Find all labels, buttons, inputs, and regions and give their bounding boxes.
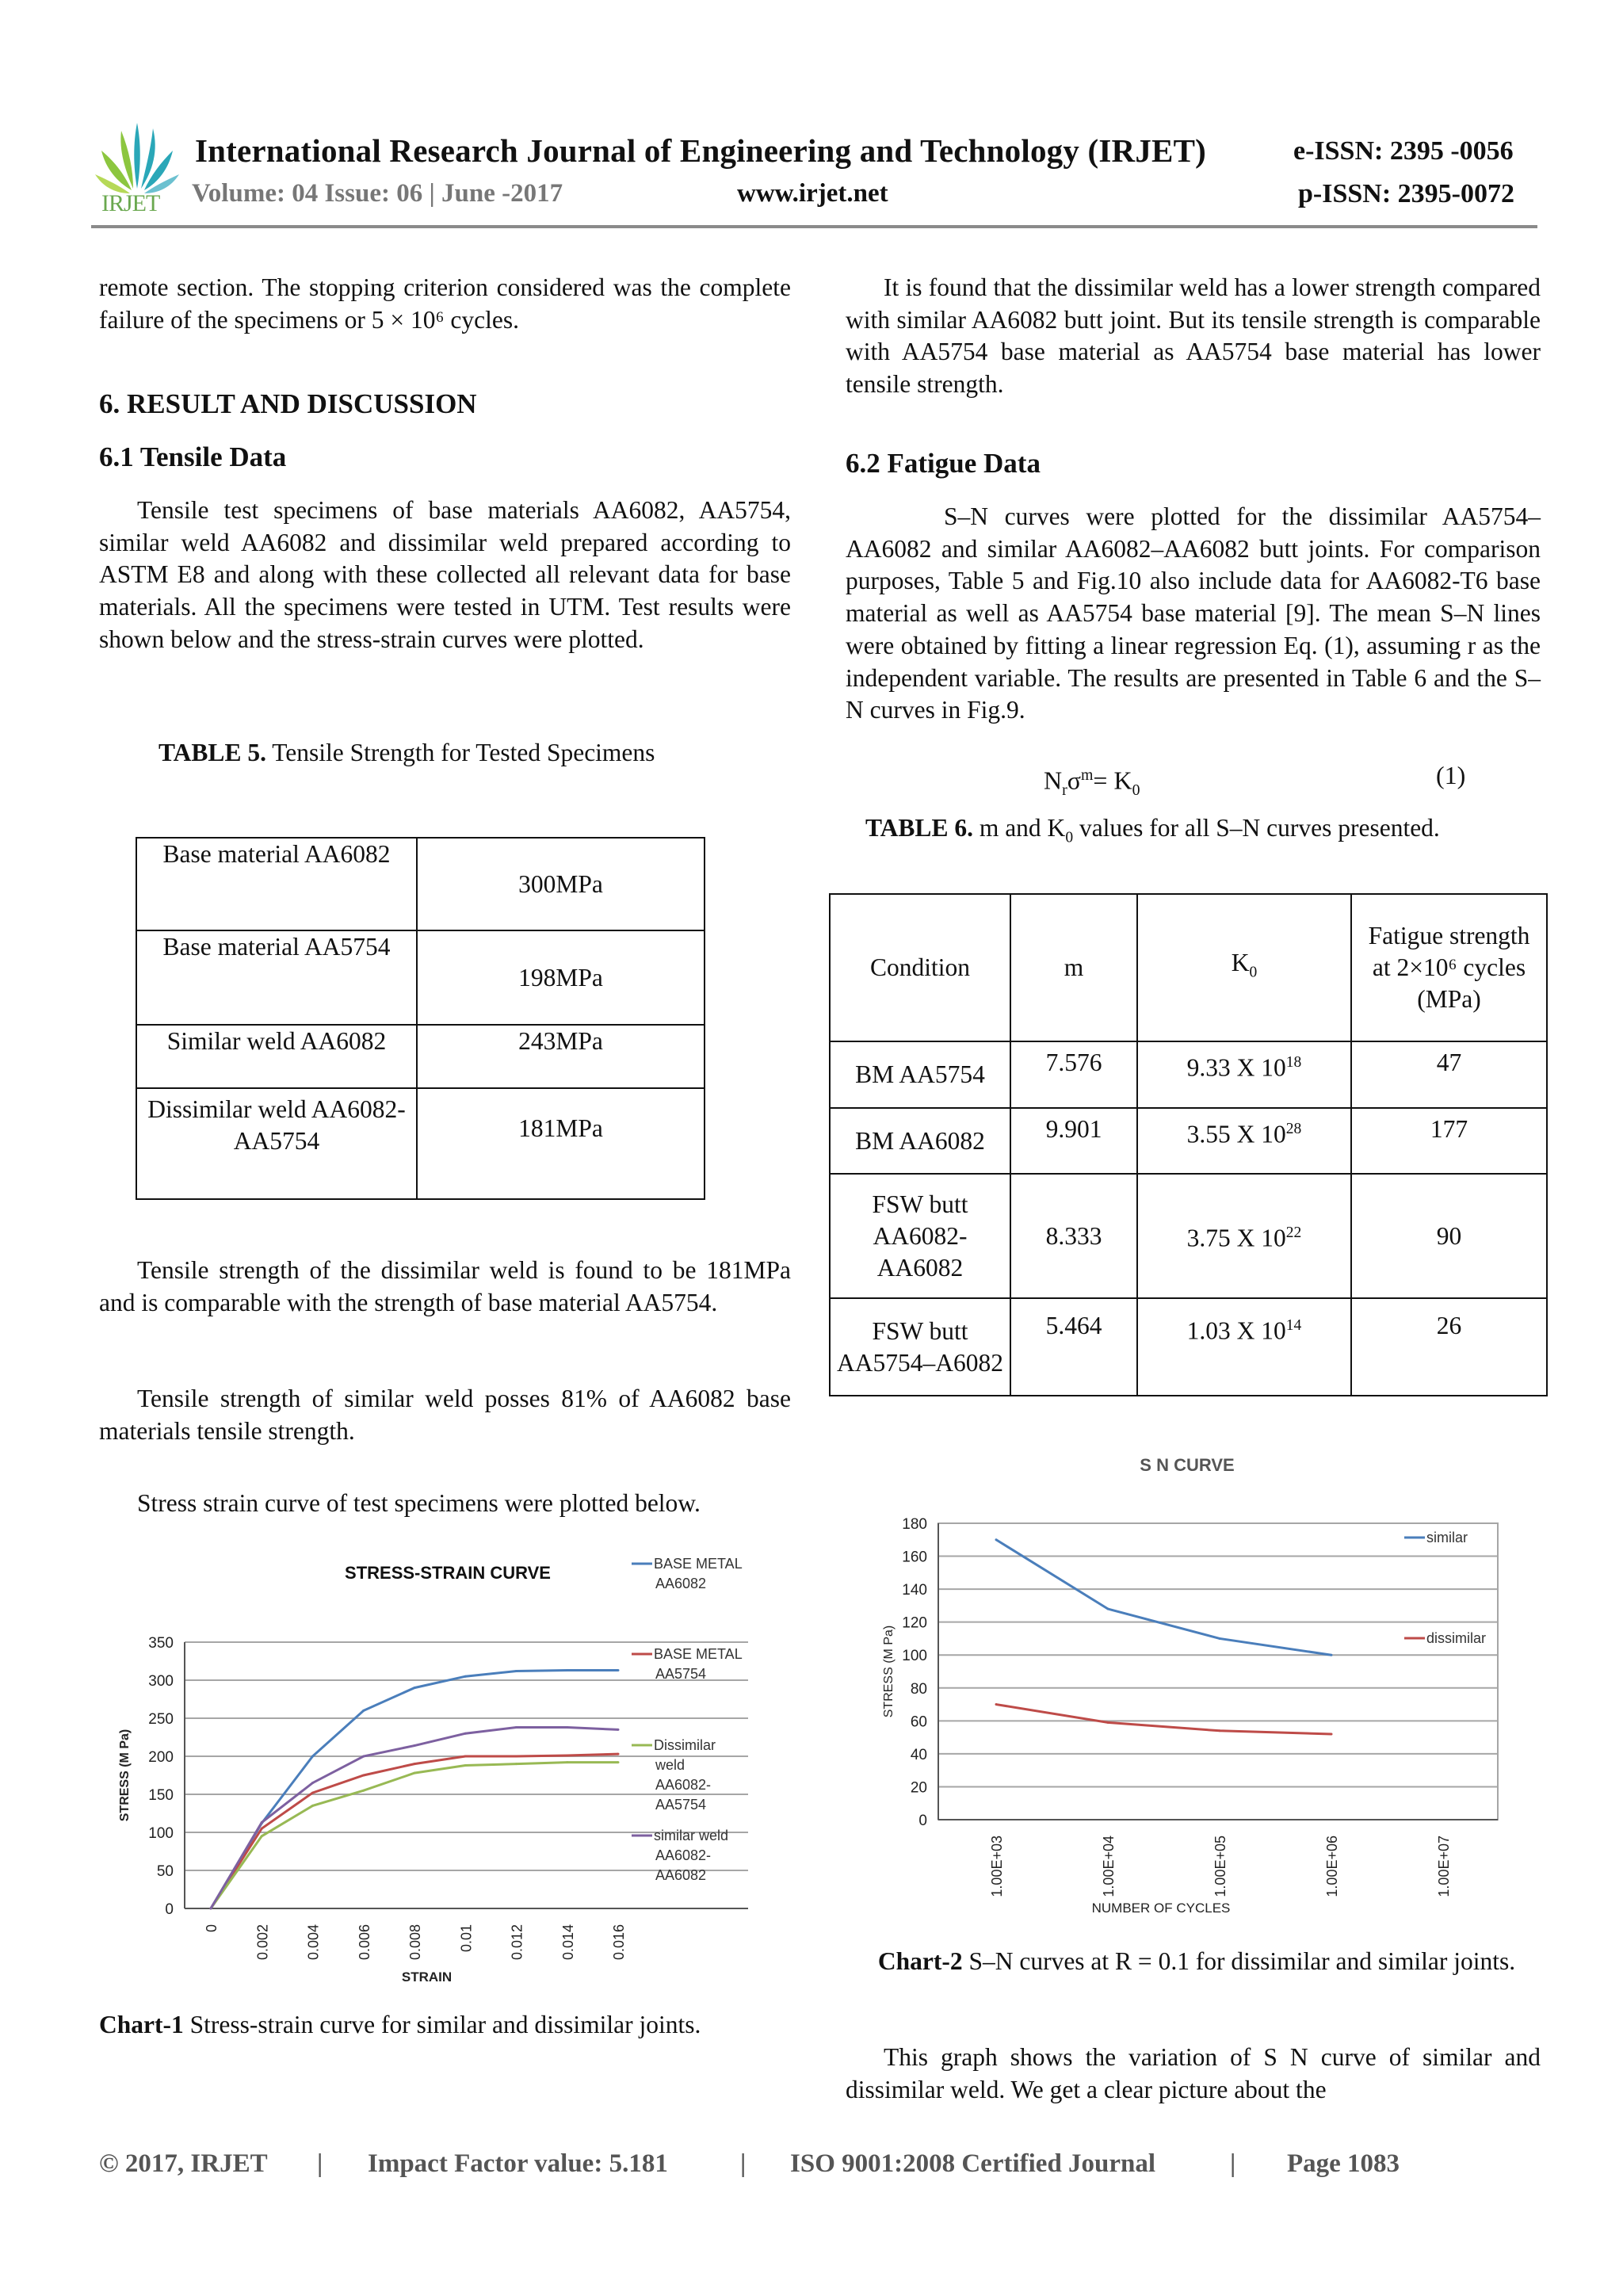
series-line-similar: [996, 1540, 1331, 1655]
chart2-label: Chart-2: [877, 1947, 963, 1975]
eq-n: N: [1044, 766, 1063, 795]
cell-k0: [1137, 1108, 1351, 1174]
eq-r: r: [1062, 781, 1067, 800]
legend-entry: AA5754: [655, 1797, 707, 1813]
x-tick-label: 1.00E+05: [1212, 1836, 1228, 1897]
table-cell: Dissimilar weld AA6082-AA5754: [136, 1088, 417, 1199]
y-tick-label: 300: [148, 1673, 174, 1690]
y-tick-label: 60: [910, 1713, 927, 1731]
eq-k: = K: [1093, 766, 1132, 795]
x-tick-label: 0: [204, 1924, 220, 1933]
data-point: [995, 1703, 998, 1706]
k-exp: 28: [1285, 1121, 1302, 1137]
table6-caption-a: m and K: [972, 814, 1066, 842]
data-point: [1107, 1721, 1109, 1724]
subsection-heading-tensile: 6.1 Tensile Data: [99, 441, 287, 472]
data-point: [464, 1764, 467, 1767]
data-point: [515, 1755, 517, 1758]
fatigue-paragraph: S–N curves were plotted for the dissimilar AA5754–AA6082 and similar AA6082–AA6082 butt joints. For comparison purposes, Table 5 and Fig.10 also include data for AA6082-T6 base material as well as AA5754 base material [9]. The mean S–N lines were obtained by fitting a linear regression Eq. (1), assuming r as the independent variable. The results are presented in Table 6 and the S–N curves in Fig.9.: [846, 502, 1541, 724]
eq-k-sub: 0: [1132, 781, 1140, 800]
tensile-paragraph: Tensile test specimens of base materials AA6082, AA5754, similar weld AA6082 and dissimilar weld prepared according to ASTM E8 and along with these collected all relevant data for base materials. All the specimens were tested in UTM. Test results were shown below and the stress-strain curves were plotted.: [99, 496, 791, 653]
table6: [829, 893, 1548, 1396]
data-point: [414, 1744, 416, 1747]
data-point: [617, 1669, 620, 1671]
table6-caption: [865, 812, 1440, 854]
table5-label: TABLE 5.: [158, 739, 266, 766]
plot-frame: [938, 1523, 1498, 1820]
data-point: [362, 1775, 365, 1777]
x-tick-label: 1.00E+03: [989, 1836, 1005, 1897]
sn-paragraph: This graph shows the variation of S N curve of similar and dissimilar weld. We get a clear picture about the: [846, 2043, 1541, 2103]
footer-copyright: © 2017, IRJET: [99, 2149, 268, 2178]
data-point: [1219, 1729, 1221, 1732]
cell-fatigue: 47: [1351, 1041, 1547, 1108]
y-tick-label: 40: [910, 1746, 927, 1763]
y-tick-label: 80: [910, 1680, 927, 1698]
header-k-sub: 0: [1249, 964, 1258, 981]
series-line-base-metal-aa6082: [211, 1671, 618, 1908]
website-link[interactable]: www.irjet.net: [737, 179, 888, 208]
y-tick-label: 100: [148, 1825, 174, 1842]
legend-entry: AA6082: [655, 1867, 707, 1883]
equation-1: [1044, 759, 1140, 806]
cell-condition: FSW butt AA6082-AA6082: [830, 1174, 1010, 1298]
chart2-caption: [856, 1946, 1537, 1977]
cell-fatigue: 177: [1351, 1108, 1547, 1174]
x-tick-label: 0.016: [611, 1924, 627, 1961]
data-point: [515, 1670, 517, 1672]
x-axis-label: STRAIN: [401, 1969, 453, 1985]
e-issn: e-ISSN: 2395 -0056: [1293, 136, 1514, 166]
k-exp: 22: [1285, 1224, 1302, 1242]
x-tick-label: 0.008: [407, 1924, 423, 1961]
table6-caption-sub: 0: [1065, 829, 1074, 846]
table-row: [830, 1041, 1547, 1108]
table-row: [830, 1108, 1547, 1174]
data-point: [1331, 1733, 1333, 1735]
cell-k0: [1137, 1174, 1351, 1298]
chart2-caption-text: S–N curves at R = 0.1 for dissimilar and similar joints.: [962, 1947, 1516, 1975]
y-tick-label: 350: [148, 1635, 174, 1652]
chart-title: STRESS-STRAIN CURVE: [345, 1563, 551, 1583]
x-tick-label: 0.01: [458, 1924, 475, 1953]
legend-entry: BASE METAL: [654, 1646, 743, 1662]
table6-label: TABLE 6.: [865, 814, 973, 842]
legend-entry: similar: [1426, 1530, 1468, 1545]
k-exp: 14: [1285, 1317, 1302, 1334]
x-tick-label: 1.00E+06: [1324, 1836, 1340, 1897]
data-point: [311, 1755, 314, 1758]
y-tick-label: 0: [918, 1813, 927, 1829]
data-point: [362, 1710, 365, 1712]
cell-m: 7.576: [1010, 1041, 1137, 1108]
x-tick-label: 0.004: [305, 1924, 322, 1961]
k-base: 1.03 X 10: [1186, 1316, 1286, 1345]
cell-k0: [1137, 1041, 1351, 1108]
header-k: K: [1231, 948, 1250, 976]
y-tick-label: 120: [902, 1614, 927, 1632]
data-point: [1331, 1654, 1333, 1656]
table-cell: Base material AA6082: [136, 838, 417, 930]
p-issn: p-ISSN: 2395-0072: [1298, 179, 1514, 208]
data-point: [464, 1733, 467, 1735]
data-point: [464, 1755, 467, 1758]
footer-sep: |: [317, 2149, 323, 2178]
legend-entry: BASE METAL: [654, 1556, 743, 1572]
eq-sigma: σ: [1067, 766, 1081, 795]
x-tick-label: 1.00E+07: [1436, 1836, 1452, 1897]
y-axis-label: STRESS (M Pa): [882, 1625, 896, 1718]
equation-number: (1): [1436, 761, 1466, 789]
y-tick-label: 140: [902, 1582, 927, 1599]
data-point: [210, 1908, 212, 1910]
table-cell: Similar weld AA6082: [136, 1025, 417, 1088]
legend-entry: weld: [655, 1757, 685, 1773]
y-tick-label: 50: [156, 1863, 174, 1880]
cell-condition: BM AA6082: [830, 1108, 1010, 1174]
y-axis-label: STRESS (M Pa): [118, 1729, 132, 1822]
legend-entry: dissimilar: [1426, 1630, 1487, 1646]
cell-fatigue: 90: [1351, 1174, 1547, 1298]
data-point: [311, 1782, 314, 1784]
y-tick-label: 250: [148, 1711, 174, 1728]
data-point: [617, 1729, 620, 1731]
header-condition: Condition: [830, 894, 1010, 1041]
cell-condition: FSW butt AA5754–A6082: [830, 1298, 1010, 1396]
legend-entry: AA6082: [655, 1576, 707, 1591]
table-cell: Base material AA5754: [136, 930, 417, 1025]
y-tick-label: 180: [902, 1516, 927, 1533]
data-point: [362, 1755, 365, 1758]
footer-sep: |: [1230, 2149, 1236, 2178]
data-point: [566, 1755, 568, 1757]
data-point: [261, 1821, 263, 1824]
legend-entry: similar weld: [654, 1828, 729, 1843]
cell-m: 8.333: [1010, 1174, 1137, 1298]
data-point: [261, 1835, 263, 1837]
y-tick-label: 200: [148, 1749, 174, 1766]
header-fatigue: Fatigue strength at 2×10⁶ cycles (MPa): [1351, 894, 1547, 1041]
x-tick-label: 1.00E+04: [1101, 1836, 1117, 1897]
data-point: [261, 1828, 263, 1830]
data-point: [414, 1687, 416, 1689]
chart-title: S N CURVE: [1140, 1455, 1235, 1475]
series-line-dissimilar-weld-aa6082-aa5754: [211, 1763, 618, 1908]
data-point: [1107, 1608, 1109, 1610]
footer-sep: |: [740, 2149, 747, 2178]
intro-paragraph: remote section. The stopping criterion considered was the complete failure of the specimens or 5 × 10⁶ cycles.: [99, 273, 791, 334]
comparison-paragraph: It is found that the dissimilar weld has a lower strength compared with similar AA6082 butt joint. But its tensile strength is comparable with AA5754 base material as AA5754 base material has lower tensile strength.: [846, 273, 1541, 399]
data-point: [414, 1763, 416, 1765]
cell-m: 9.901: [1010, 1108, 1137, 1174]
data-point: [617, 1753, 620, 1755]
cell-condition: BM AA5754: [830, 1041, 1010, 1108]
data-point: [515, 1726, 517, 1729]
header-m: m: [1010, 894, 1137, 1041]
data-point: [566, 1726, 568, 1729]
legend-entry: AA6082-: [655, 1777, 712, 1793]
legend-entry: AA6082-: [655, 1847, 712, 1863]
cell-m: 5.464: [1010, 1298, 1137, 1396]
table-cell: 181MPa: [417, 1088, 705, 1199]
data-point: [464, 1675, 467, 1678]
eq-m: m: [1080, 766, 1094, 784]
table-row: [830, 1298, 1547, 1396]
x-axis-label: NUMBER OF CYCLES: [1091, 1901, 1231, 1916]
table-cell: 198MPa: [417, 930, 705, 1025]
k-base: 3.75 X 10: [1186, 1224, 1286, 1252]
footer-page: Page 1083: [1287, 2149, 1400, 2178]
table5-caption-text: Tensile Strength for Tested Specimens: [265, 739, 655, 766]
y-tick-label: 160: [902, 1549, 927, 1566]
volume-issue: Volume: 04 Issue: 06 | June -2017: [192, 179, 563, 208]
y-tick-label: 100: [902, 1648, 927, 1665]
data-point: [515, 1763, 517, 1765]
footer-iso: ISO 9001:2008 Certified Journal: [790, 2149, 1156, 2178]
chart1-caption: [99, 2009, 701, 2041]
data-point: [414, 1772, 416, 1775]
k-base: 3.55 X 10: [1186, 1120, 1286, 1148]
data-point: [311, 1792, 314, 1794]
journal-title: International Research Journal of Engineering and Technology (IRJET): [195, 132, 1206, 169]
chart1-label: Chart-1: [99, 2011, 184, 2038]
y-tick-label: 150: [148, 1787, 174, 1804]
logo-text: IRJET: [101, 190, 160, 216]
table-cell: 300MPa: [417, 838, 705, 930]
stress-strain-intro: Stress strain curve of test specimens were plotted below.: [137, 1489, 701, 1517]
chart1-caption-text: Stress-strain curve for similar and dissimilar joints.: [183, 2011, 701, 2038]
series-line-dissimilar: [996, 1705, 1331, 1734]
data-point: [566, 1761, 568, 1763]
footer-impact-factor: Impact Factor value: 5.181: [368, 2149, 668, 2178]
section-heading: 6. RESULT AND DISCUSSION: [99, 388, 477, 419]
k-base: 9.33 X 10: [1186, 1053, 1286, 1082]
k-exp: 18: [1285, 1054, 1302, 1071]
x-tick-label: 0.014: [559, 1924, 576, 1961]
subsection-heading-fatigue: 6.2 Fatigue Data: [846, 448, 1041, 479]
similar-strength-paragraph: Tensile strength of similar weld posses 81% of AA6082 base materials tensile strength.: [99, 1385, 791, 1445]
y-tick-label: 20: [910, 1779, 927, 1797]
cell-fatigue: 26: [1351, 1298, 1547, 1396]
table-cell: 243MPa: [417, 1025, 705, 1088]
x-tick-label: 0.006: [356, 1924, 372, 1961]
header-k0: [1137, 894, 1351, 1041]
dissimilar-strength-paragraph: Tensile strength of the dissimilar weld is found to be 181MPa and is comparable with the strength of base material AA5754.: [99, 1256, 791, 1316]
legend-entry: AA5754: [655, 1666, 707, 1682]
legend-entry: Dissimilar: [654, 1737, 716, 1753]
data-point: [617, 1761, 620, 1763]
x-tick-label: 0.002: [254, 1924, 271, 1961]
data-point: [311, 1805, 314, 1807]
table6-caption-b: values for all S–N curves presented.: [1073, 814, 1440, 842]
data-point: [566, 1669, 568, 1671]
x-tick-label: 0.012: [509, 1924, 525, 1961]
data-point: [362, 1790, 365, 1792]
y-tick-label: 0: [165, 1901, 174, 1918]
table-row: [830, 1174, 1547, 1298]
data-point: [995, 1538, 998, 1541]
data-point: [1219, 1637, 1221, 1640]
table-header-row: [830, 894, 1547, 1041]
cell-k0: [1137, 1298, 1351, 1396]
